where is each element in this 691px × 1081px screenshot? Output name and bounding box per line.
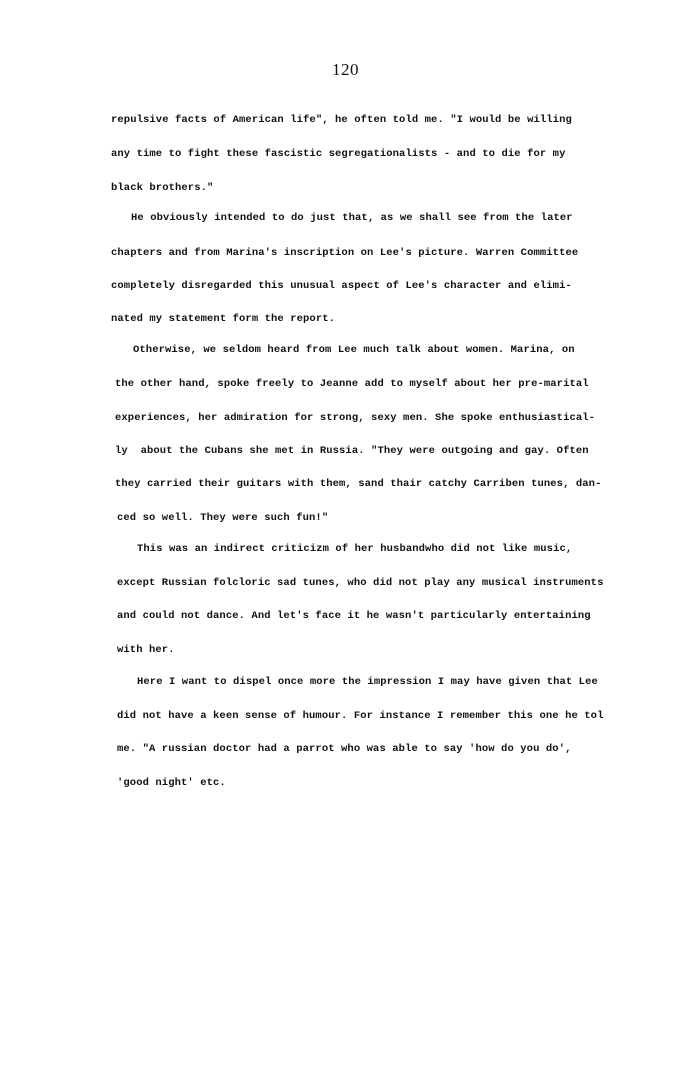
page-number: 120 bbox=[332, 60, 359, 79]
text-line: ly about the Cubans she met in Russia. "They were outgoing and gay. Often bbox=[115, 445, 589, 457]
text-line: Otherwise, we seldom heard from Lee much talk about women. Marina, on bbox=[133, 344, 575, 356]
text-line: except Russian folcloric sad tunes, who did not play any musical instruments bbox=[117, 577, 604, 589]
text-line: Here I want to dispel once more the impression I may have given that Lee bbox=[137, 676, 598, 688]
text-line: did not have a keen sense of humour. For instance I remember this one he tol bbox=[117, 710, 604, 722]
text-line: they carried their guitars with them, sand thair catchy Carriben tunes, dan- bbox=[115, 478, 602, 490]
text-line: and could not dance. And let's face it he wasn't particularly entertaining bbox=[117, 610, 591, 622]
text-line: the other hand, spoke freely to Jeanne add to myself about her pre-marital bbox=[115, 378, 589, 390]
text-line: completely disregarded this unusual aspect of Lee's character and elimi- bbox=[111, 280, 572, 292]
text-line: ced so well. They were such fun!" bbox=[117, 512, 329, 524]
text-line: chapters and from Marina's inscription on Lee's picture. Warren Committee bbox=[111, 247, 579, 259]
text-line: This was an indirect criticizm of her husbandwho did not like music, bbox=[137, 543, 573, 555]
text-line: nated my statement form the report. bbox=[111, 313, 336, 325]
text-line: repulsive facts of American life", he often told me. "I would be willing bbox=[111, 114, 572, 126]
text-line: experiences, her admiration for strong, sexy men. She spoke enthusiastical- bbox=[115, 412, 596, 424]
text-line: me. "A russian doctor had a parrot who was able to say 'how do you do', bbox=[117, 743, 572, 755]
text-line: 'good night' etc. bbox=[117, 777, 226, 789]
text-line: any time to fight these fascistic segregationalists - and to die for my bbox=[111, 148, 566, 160]
text-line: with her. bbox=[117, 644, 175, 656]
text-line: He obviously intended to do just that, as we shall see from the later bbox=[131, 212, 573, 224]
text-line: black brothers." bbox=[111, 182, 214, 194]
